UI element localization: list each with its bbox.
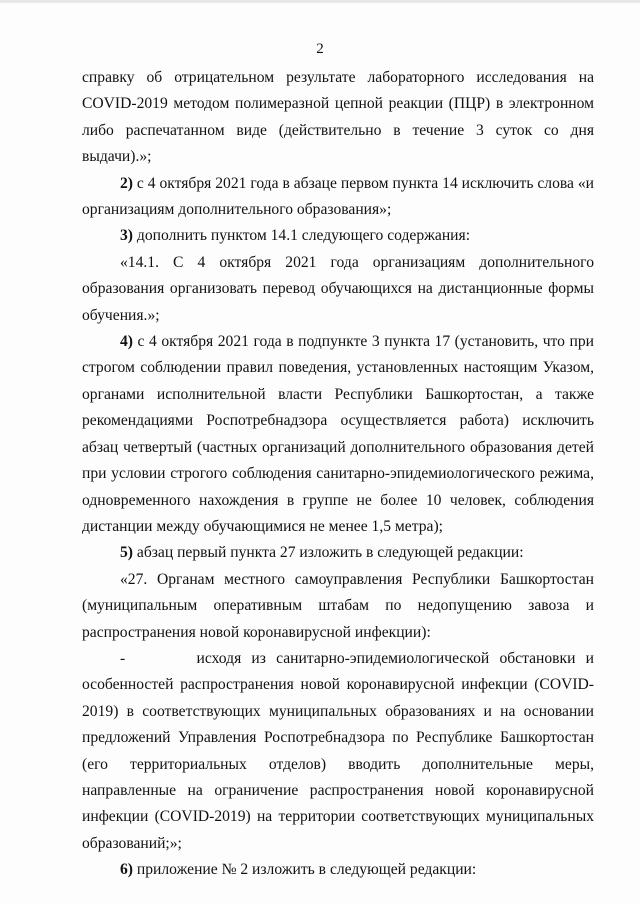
paragraph-item-5 — [82, 540, 594, 566]
item-number: 6) — [120, 861, 133, 879]
paragraph-item-6 — [82, 857, 594, 883]
paragraph-text: приложение № 2 изложить в следующей редакции: — [133, 861, 477, 879]
paragraph-text: абзац первый пункта 27 изложить в следующей редакции: — [133, 544, 524, 562]
paragraph-item-4 — [82, 329, 594, 540]
scan-edge — [0, 0, 640, 3]
paragraph-text: - исходя из санитарно-эпидемиологической обстановки и особенностей распространения новой коронавирусной инфекции (COVID-2019) в соответствующих муниципальных образованиях и на основании предложений Управления Роспотребнадзора по Республике Башкортостан (его территориальных отделов) вводить дополнительные меры, направленные на ограничение распространения новой коронавирусной инфекции (COVID-2019) на территории соответствующих муниципальных образований;»; — [82, 649, 594, 852]
paragraph-quote-27 — [82, 567, 594, 646]
paragraph-text: справку об отрицательном результате лабораторного исследования на COVID-2019 методом полимеразной цепной реакции (ПЦР) в электронном либо распечатанном виде (действительно в течение 3 суток со дня выдачи).»; — [82, 69, 594, 166]
paragraph-continuation — [82, 65, 594, 171]
paragraph-text: «27. Органам местного самоуправления Республики Башкортостан (муниципальным оперативным штабам по недопущению завоза и распространения новой коронавирусной инфекции): — [82, 570, 594, 641]
item-number: 2) — [120, 174, 133, 192]
paragraph-text: с 4 октября 2021 года в абзаце первом пункта 14 исключить слова «и организациям дополнительного образования»; — [82, 174, 594, 219]
item-number: 3) — [120, 227, 133, 245]
item-number: 5) — [120, 544, 133, 562]
item-number: 4) — [120, 333, 133, 351]
paragraph-item-3 — [82, 223, 594, 249]
paragraph-text: «14.1. С 4 октября 2021 года организациям дополнительного образования организовать перевод обучающихся на дистанционные формы обучения.»; — [82, 253, 594, 324]
paragraph-text: с 4 октября 2021 года в подпункте 3 пункта 17 (установить, что при строгом соблюдении правил поведения, установленных настоящим Указом, органами исполнительной власти Республики Башкортостан, а также рекомендациями Роспотребнадзора осуществляется работа) исключить абзац четвертый (частных организаций дополнительного образования детей при условии строгого соблюдения санитарно-эпидемиологического режима, одновременного нахождения в группе не более 10 человек, соблюдения дистанции между обучающимися не менее 1,5 метра); — [82, 333, 594, 535]
page-number: 2 — [316, 41, 324, 57]
paragraph-text: дополнить пунктом 14.1 следующего содержания: — [133, 227, 471, 245]
paragraph-item-2 — [82, 171, 594, 224]
paragraph-quote-14-1 — [82, 250, 594, 329]
paragraph-bullet — [82, 646, 594, 857]
document-body — [82, 65, 594, 884]
